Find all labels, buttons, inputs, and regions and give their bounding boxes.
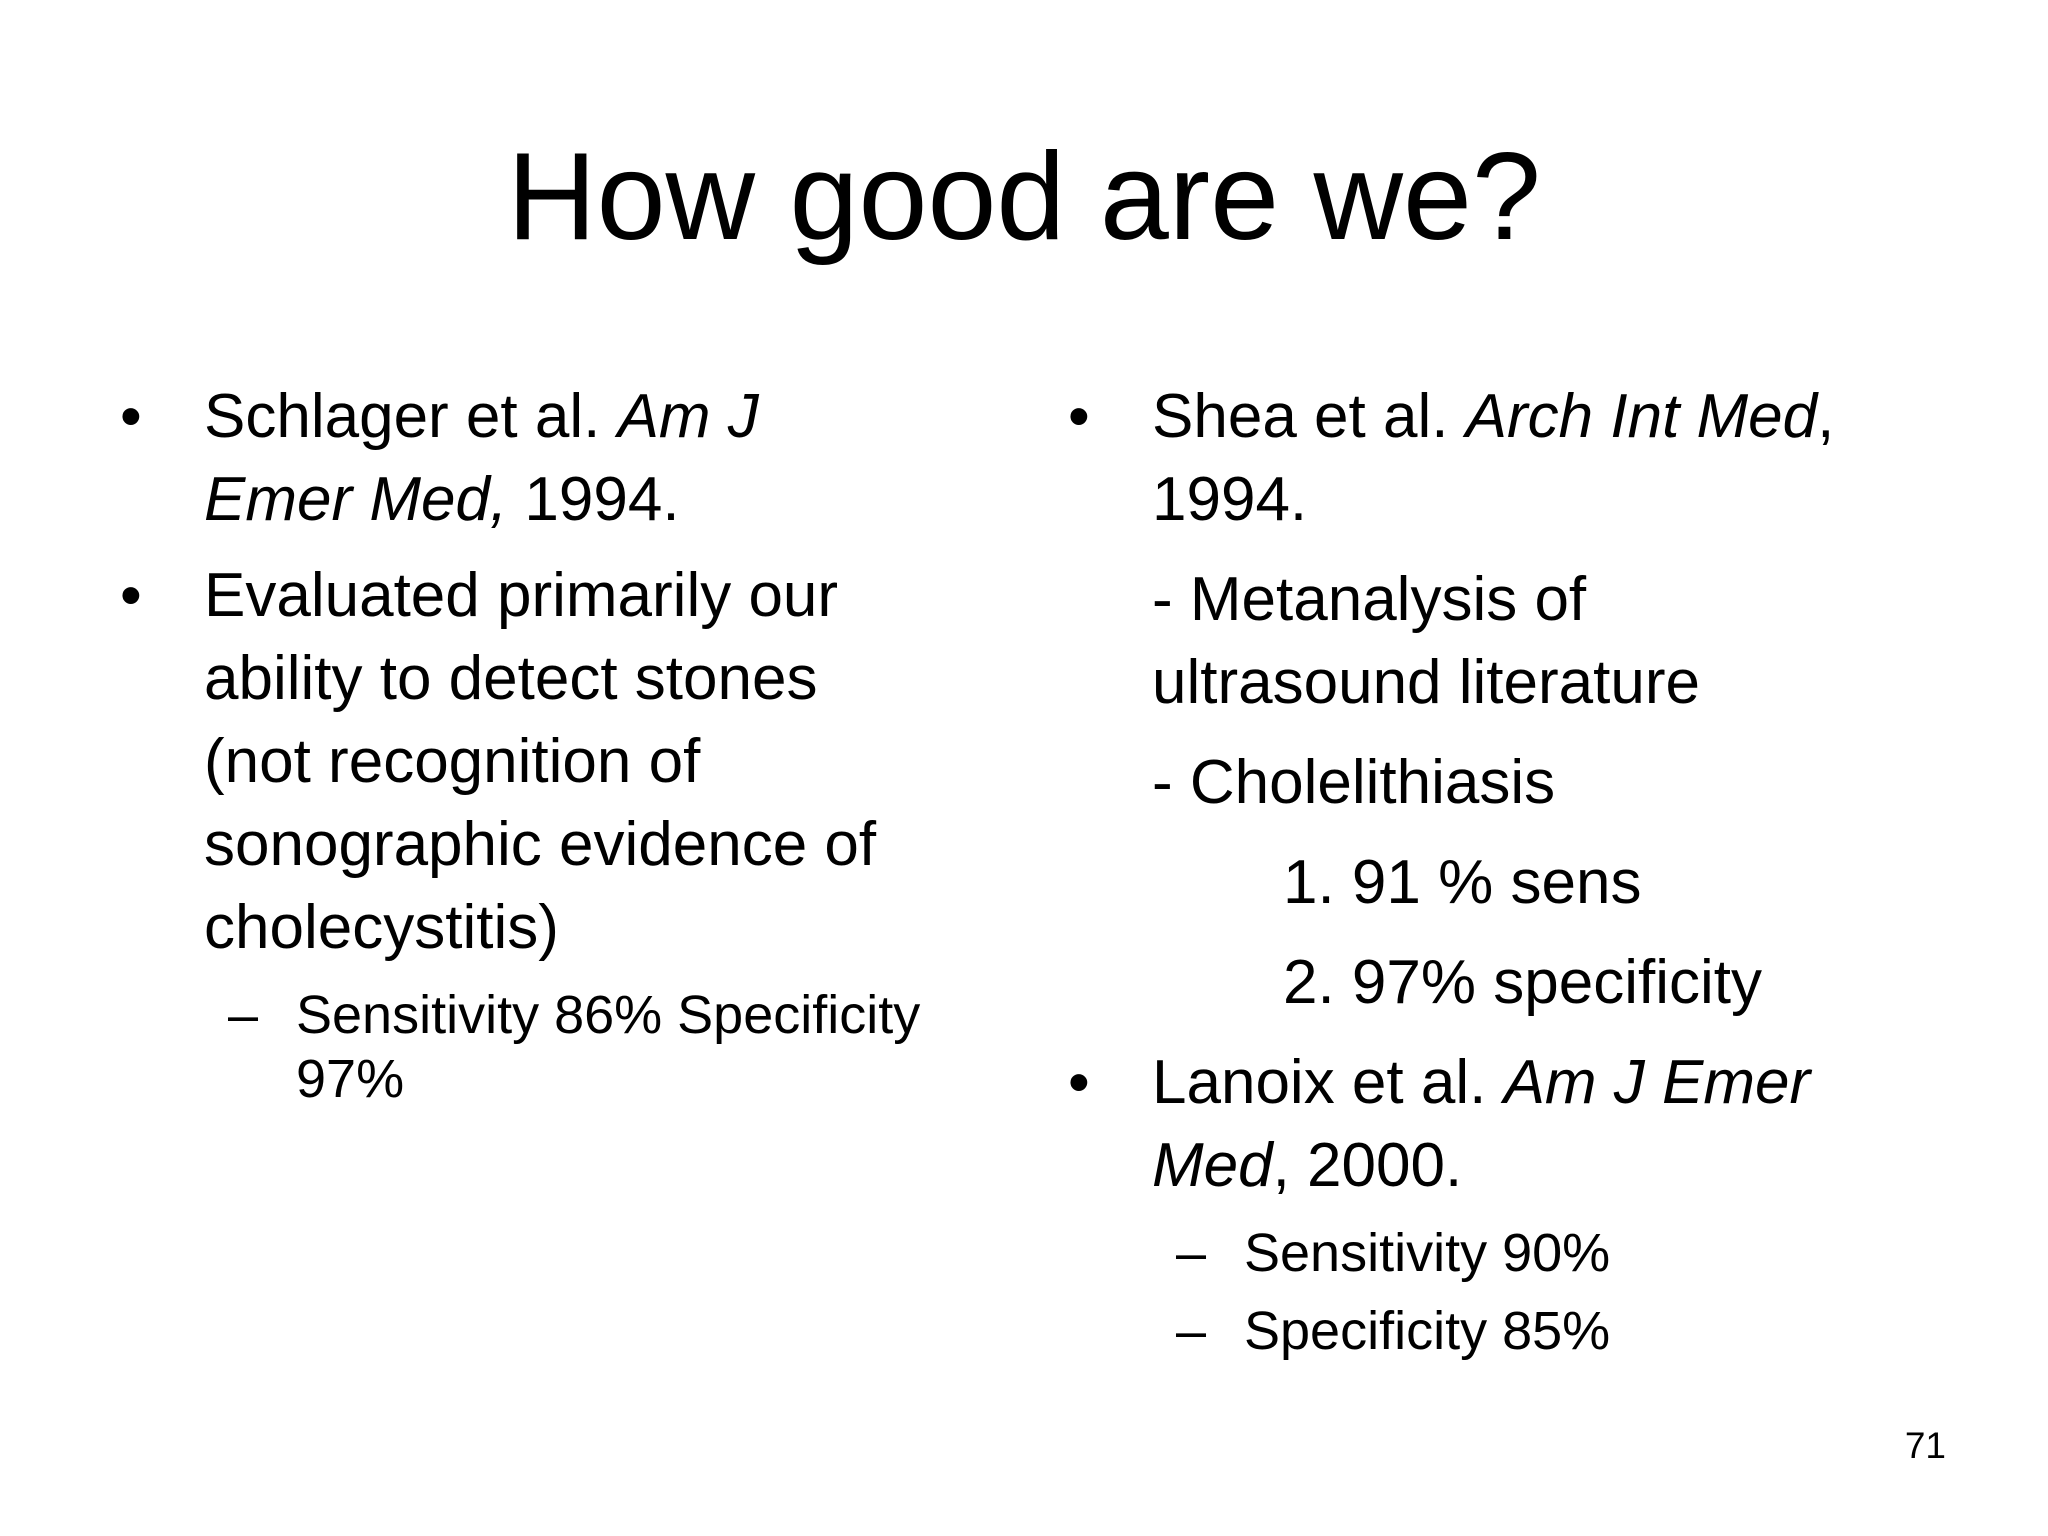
sub-item-metanalysis <box>1068 558 1968 724</box>
sub-line: - Metanalysis of <box>1152 565 1587 634</box>
sub-bullet-line: Sensitivity 86% Specificity <box>296 985 921 1045</box>
sub-bullet-line: Specificity 85% <box>1244 1301 1611 1361</box>
bullet-item-schlager <box>120 375 980 541</box>
sub-bullet-specificity <box>1068 1299 1968 1363</box>
bullet-line: Evaluated primarily our <box>204 561 839 630</box>
bullet-line <box>204 458 980 541</box>
sub-item-cholelithiasis: - Cholelithiasis <box>1152 748 1556 817</box>
citation-journal-cont: Med <box>1152 1131 1273 1200</box>
dash-icon: – <box>1176 1223 1207 1283</box>
left-column <box>120 375 980 1111</box>
sub-bullet-sensitivity <box>1068 1221 1968 1285</box>
sub-bullet-sens-spec <box>120 983 980 1111</box>
bullet-icon: • <box>1068 382 1090 451</box>
bullet-item-evaluated <box>120 554 980 969</box>
citation-journal-cont: Emer Med, <box>204 465 508 534</box>
citation-year: , 2000. <box>1272 1131 1463 1200</box>
bullet-item-lanoix <box>1068 1041 1968 1207</box>
citation-journal: Am J Emer <box>1503 1048 1811 1117</box>
dash-icon: – <box>228 985 259 1045</box>
bullet-line <box>204 375 980 458</box>
bullet-line <box>1152 375 1968 458</box>
bullet-icon: • <box>1068 1048 1090 1117</box>
page-number: 71 <box>1904 1425 1946 1466</box>
bullet-line <box>1152 1124 1968 1207</box>
bullet-icon: • <box>120 382 142 451</box>
bullet-item-shea <box>1068 375 1968 541</box>
sub-bullet-line: 97% <box>296 1049 405 1109</box>
citation-punct: , <box>1817 382 1835 451</box>
sub-line: ultrasound literature <box>1152 648 1700 717</box>
citation-authors: Schlager et al. <box>204 382 618 451</box>
bullet-icon: • <box>120 561 142 630</box>
citation-journal: Arch Int Med <box>1465 382 1818 451</box>
bullet-line: (not recognition of <box>204 727 701 796</box>
bullet-line: sonographic evidence of <box>204 810 877 879</box>
bullet-line: 1994. <box>1152 465 1308 534</box>
numbered-item-sens: 1. 91 % sens <box>1283 848 1642 917</box>
sub-bullet-line: Sensitivity 90% <box>1244 1223 1611 1283</box>
numbered-item-specificity: 2. 97% specificity <box>1283 948 1762 1017</box>
citation-authors: Lanoix et al. <box>1152 1048 1504 1117</box>
slide-title: How good are we? <box>507 128 1541 266</box>
dash-icon: – <box>1176 1301 1207 1361</box>
citation-year: 1994. <box>507 465 680 534</box>
right-column <box>1068 375 1968 1363</box>
citation-authors: Shea et al. <box>1152 382 1466 451</box>
bullet-line <box>1152 1041 1968 1124</box>
citation-journal: Am J <box>617 382 759 451</box>
bullet-line: ability to detect stones <box>204 644 818 713</box>
bullet-line: cholecystitis) <box>204 893 559 962</box>
